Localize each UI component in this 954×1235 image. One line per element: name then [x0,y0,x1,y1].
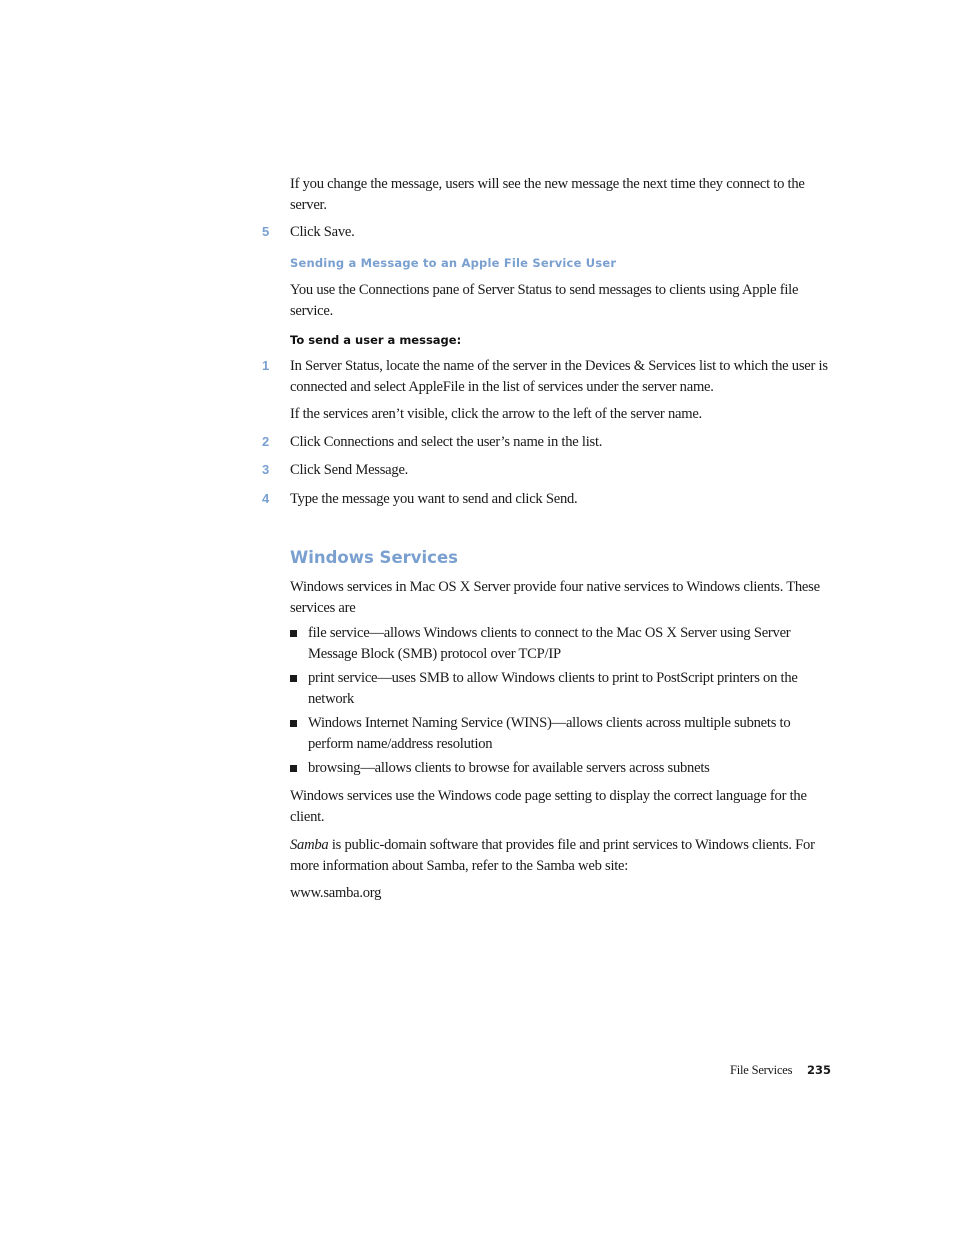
bullet-marker [290,720,297,727]
samba-term: Samba [290,837,329,853]
bullet-item: Windows Internet Naming Service (WINS)—allows clients across multiple subnets to perform name/address resolution [308,715,791,752]
samba-paragraph-text: is public-domain software that provides file and print services to Windows clients. For more information about Samba, refer to the Samba web site: [290,837,815,874]
samba-url: www.samba.org [290,885,382,901]
bullet-item: browsing—allows clients to browse for available servers across subnets [308,760,710,776]
subsection-heading: Sending a Message to an Apple File Service User [290,256,617,270]
bullet-marker [290,630,297,637]
bullet-item: file service—allows Windows clients to connect to the Mac OS X Server using Server Message Block (SMB) protocol over TCP/IP [308,625,791,662]
step-number: 5 [262,224,270,239]
step-note: If the services aren’t visible, click the arrow to the left of the server name. [290,406,702,422]
bullet-item: print service—uses SMB to allow Windows clients to print to PostScript printers on the network [308,670,798,707]
code-page-paragraph: Windows services use the Windows code page setting to display the correct language for the client. [290,788,807,825]
step-text: Type the message you want to send and click Send. [290,491,578,507]
bullet-marker [290,675,297,682]
footer-page-number: 235 [807,1063,832,1077]
subsection-paragraph: You use the Connections pane of Server Status to send messages to clients using Apple file service. [290,282,799,319]
step-number: 3 [262,462,270,477]
step-number: 2 [262,434,270,449]
section-heading: Windows Services [290,548,458,567]
footer-chapter: File Services [730,1063,793,1077]
step-text: Click Connections and select the user’s name in the list. [290,434,603,450]
intro-paragraph: If you change the message, users will see the new message the next time they connect to the server. [290,176,805,213]
procedure-heading: To send a user a message: [290,333,462,347]
step-text: Click Save. [290,224,355,240]
samba-paragraph [290,835,835,876]
bullet-marker [290,765,297,772]
step-number: 4 [262,491,270,506]
section-intro: Windows services in Mac OS X Server provide four native services to Windows clients. These services are [290,579,820,616]
step-number: 1 [262,358,270,373]
step-text: In Server Status, locate the name of the server in the Devices & Services list to which the user is connected and select AppleFile in the list of services under the server name. [290,358,828,395]
step-text: Click Send Message. [290,462,409,478]
